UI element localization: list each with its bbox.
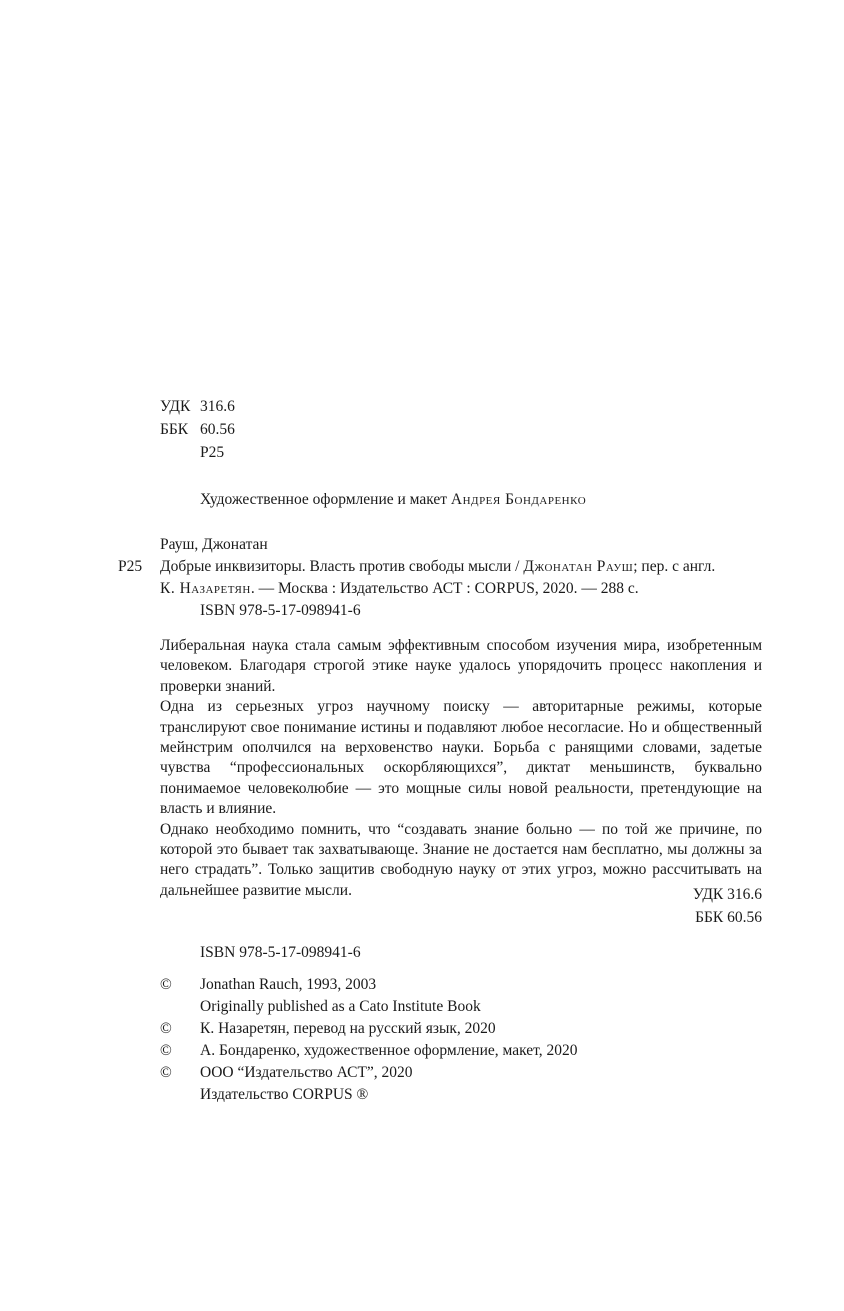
design-credit-name: Андрея Бондаренко [450, 491, 587, 508]
author-code: Р25 [200, 444, 225, 461]
bib-title-tail: ; пер. с англ. [633, 558, 716, 575]
publisher-mark-row [160, 1084, 578, 1106]
copyright-symbol: © [160, 1020, 172, 1037]
copyright-row [160, 1062, 578, 1084]
isbn-bottom: ISBN 978-5-17-098941-6 [200, 944, 361, 961]
bib-title: Добрые инквизиторы. Власть против свободы мысли / [160, 558, 520, 575]
copyright-text: ООО “Издательство АСТ”, 2020 [200, 1064, 413, 1081]
isbn-top: ISBN 978-5-17-098941-6 [200, 602, 361, 619]
bbk-right: ББК 60.56 [695, 909, 762, 926]
copyright-symbol: © [160, 1042, 172, 1059]
annotation-paragraph-3: Однако необходимо помнить, что “создавать знание больно — по той же причине, по которой это бывает так захватывающе. Знание не достается нам бесплатно, мы должны за него страдать”. Только защитив свободную науку от этих угроз, можно рассчитывать на дальнейшее развитие мысли. [160, 820, 762, 899]
copyright-text: Jonathan Rauch, 1993, 2003 [200, 976, 377, 993]
bib-author-sc: Джонатан Рауш [523, 558, 634, 575]
design-credit [200, 489, 586, 511]
bib-title-line [160, 556, 780, 578]
udk-label: УДК [160, 398, 191, 415]
classification-block [160, 396, 235, 465]
copyright-symbol: © [160, 1064, 172, 1081]
bbk-label: ББК [160, 421, 189, 438]
copyright-row [160, 1040, 578, 1062]
copyright-text: К. Назаретян, перевод на русский язык, 2020 [200, 1020, 496, 1037]
original-publication-note: Originally published as a Cato Institute Book [200, 998, 481, 1015]
bbk-row [160, 419, 235, 442]
bib-author: Рауш, Джонатан [160, 536, 268, 553]
annotation-paragraph-2: Одна из серьезных угроз научному поиску — авторитарные режимы, которые транслируют свое понимание истины и подавляют любое несогласие. Но и общественный мейнстрим ополчился на верховенство науки. Борьба с ранящими словами, задетые чувства “профессиональных оскорбляющихся”, диктат меньшинств, буквально понимаемое человеколюбие — это мощные силы новой реальности, претендующие на власть и влияние. [160, 698, 762, 818]
copyright-text: А. Бондаренко, художественное оформление, макет, 2020 [200, 1042, 578, 1059]
bibliographic-record [160, 534, 780, 600]
copyright-symbol: © [160, 976, 172, 993]
copyright-row [160, 974, 578, 996]
annotation-paragraph-1: Либеральная наука стала самым эффективным способом изучения мира, изобретенным человеком. Благодаря строгой этике науке удалось упорядочить процесс накопления и проверки знаний. [160, 637, 762, 695]
bib-author-code: Р25 [118, 558, 143, 575]
copyright-row [160, 1018, 578, 1040]
annotation [160, 636, 762, 901]
udk-right: УДК 316.6 [692, 886, 762, 903]
bbk-value: 60.56 [200, 421, 235, 438]
udk-row [160, 396, 235, 419]
bib-imprint: . — Москва : Издательство АСТ : CORPUS, 2020. — 288 с. [250, 580, 639, 597]
classification-right [620, 884, 762, 930]
bib-imprint-line [160, 578, 780, 600]
bib-translator: К. Назаретян [160, 580, 251, 597]
copyright-block [160, 974, 578, 1106]
publisher-mark: Издательство CORPUS ® [200, 1086, 369, 1103]
udk-value: 316.6 [200, 398, 235, 415]
design-credit-text: Художественное оформление и макет [200, 491, 448, 508]
copyright-note-row [160, 996, 578, 1018]
